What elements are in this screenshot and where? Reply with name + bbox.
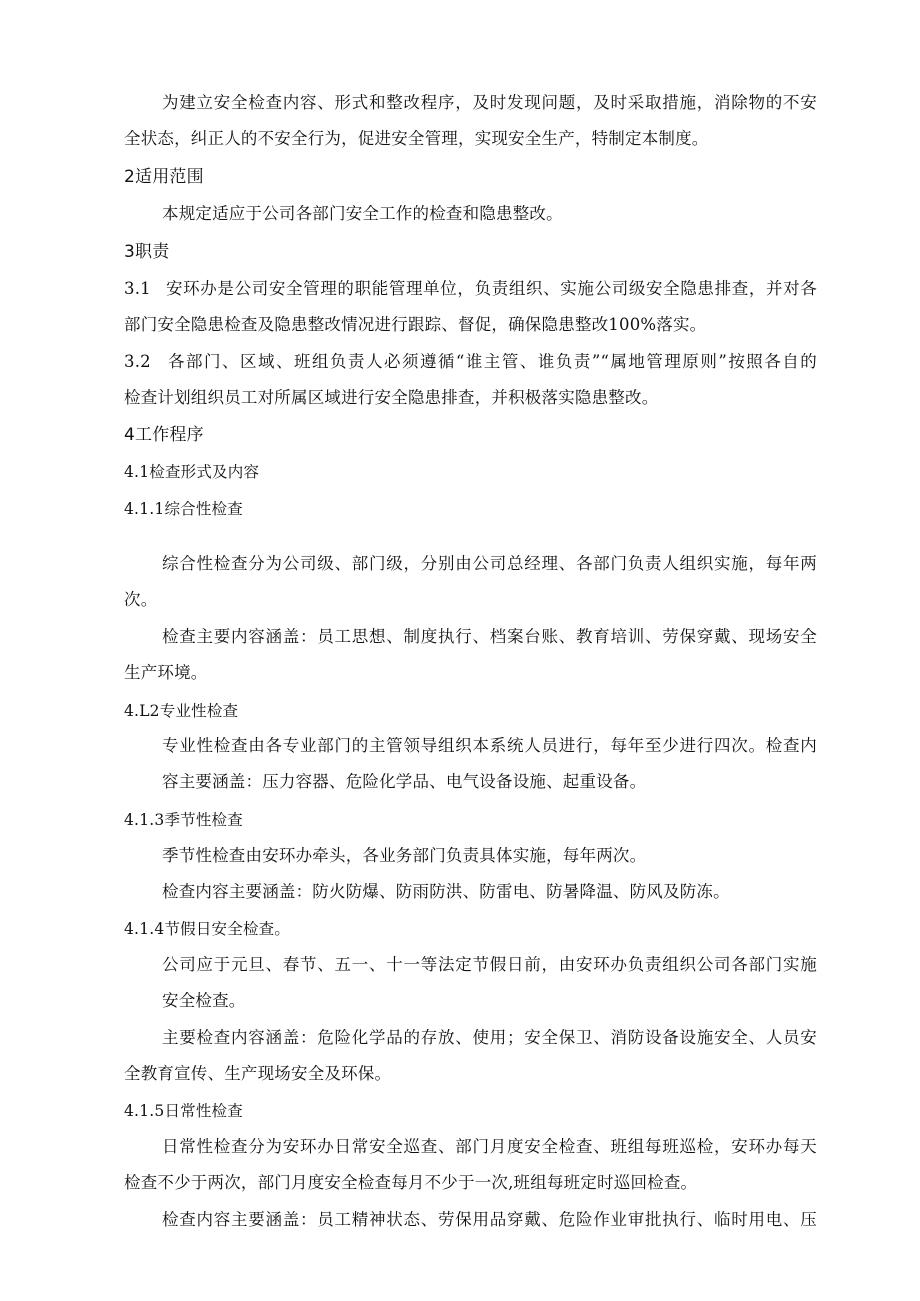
heading-duty: 3职责 [124, 242, 170, 262]
p415b-line-1: 检查内容主要涵盖：员工精神状态、劳保用品穿戴、危险作业审批执行、临时用电、压 [162, 1210, 817, 1229]
p412-line-1: 专业性检查由各专业部门的主管领导组织本系统人员进行，每年至少进行四次。检查内 [162, 736, 817, 755]
duty-3-1-line-1: 安环办是公司安全管理的职能管理单位，负责组织、实施公司级安全隐患排查，并对各 [166, 279, 817, 298]
intro-line-1: 为建立安全检查内容、形式和整改程序，及时发现问题，及时采取措施，消除物的不安 [162, 93, 817, 112]
intro-line-2: 全状态，纠正人的不安全行为，促进安全管理，实现安全生产，特制定本制度。 [124, 129, 709, 148]
heading-4-1-2: 4.L2专业性检查 [124, 702, 239, 720]
p415a-line-1: 日常性检查分为安环办日常安全巡查、部门月度安全检查、班组每班巡检，安环办每天 [162, 1137, 817, 1156]
p411b-line-2: 生产环境。 [124, 663, 208, 682]
heading-4-1-5: 4.1.5日常性检查 [124, 1102, 243, 1120]
p411a-line-2: 次。 [124, 590, 158, 609]
heading-procedure: 4工作程序 [124, 425, 204, 445]
p414a-line-1: 公司应于元旦、春节、五一、十一等法定节假日前，由安环办负责组织公司各部门实施 [162, 955, 817, 974]
duty-3-1-line-2: 部门安全隐患检查及隐患整改情况进行跟踪、督促，确保隐患整改100%落实。 [124, 315, 707, 334]
duty-3-2-line-1: 各部门、区域、班组负责人必须遵循“谁主管、谁负责”“属地管理原则”按照各自的 [168, 352, 817, 371]
p414b-line-1: 主要检查内容涵盖：危险化学品的存放、使用；安全保卫、消防设备设施安全、人员安 [162, 1028, 817, 1047]
duty-3-2-number: 3.2 [124, 352, 151, 371]
heading-4-1-1: 4.1.1综合性检查 [124, 500, 243, 518]
p412-line-2: 容主要涵盖：压力容器、危险化学品、电气设备设施、起重设备。 [162, 772, 647, 791]
heading-4-1-3: 4.1.3季节性检查 [124, 811, 243, 829]
heading-4-1-4: 4.1.4节假日安全检查。 [124, 920, 291, 938]
p413b-line: 检查内容主要涵盖：防火防爆、防雨防洪、防雷电、防暑降温、防风及防冻。 [162, 882, 730, 901]
p411b-line-1: 检查主要内容涵盖：员工思想、制度执行、档案台账、教育培训、劳保穿戴、现场安全 [162, 627, 817, 646]
p411a-line-1: 综合性检查分为公司级、部门级，分别由公司总经理、各部门负责人组织实施，每年两 [162, 554, 817, 573]
p414a-line-2: 安全检查。 [162, 991, 246, 1010]
p415a-line-2: 检查不少于两次，部门月度安全检查每月不少于一次,班组每班定时巡回检查。 [124, 1173, 698, 1192]
scope-line-1: 本规定适应于公司各部门安全工作的检查和隐患整改。 [162, 204, 563, 223]
heading-4-1: 4.1检查形式及内容 [124, 463, 260, 481]
duty-3-2-line-2: 检查计划组织员工对所属区域进行安全隐患排查，并积极落实隐患整改。 [124, 388, 659, 407]
duty-3-1-number: 3.1 [124, 279, 151, 298]
heading-scope: 2适用范围 [124, 167, 204, 187]
p414b-line-2: 全教育宣传、生产现场安全及环保。 [124, 1064, 392, 1083]
p413a-line: 季节性检查由安环办牵头，各业务部门负责具体实施，每年两次。 [162, 846, 647, 865]
